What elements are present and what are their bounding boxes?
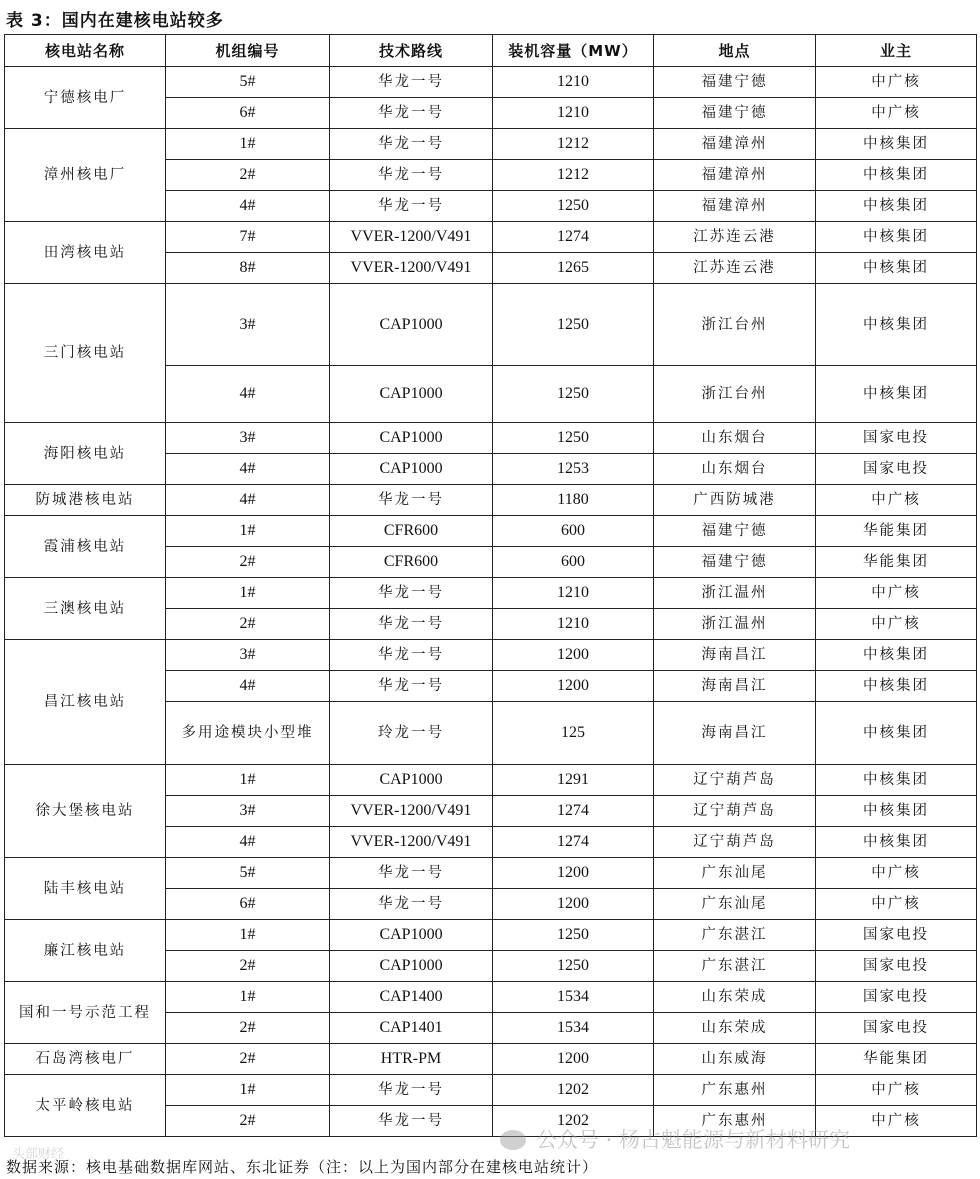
technology-cell: CAP1000 — [330, 920, 493, 951]
unit-cell: 1# — [166, 578, 330, 609]
location-cell: 福建宁德 — [654, 516, 816, 547]
location-cell: 海南昌江 — [654, 702, 816, 765]
capacity-cell: 1250 — [493, 920, 654, 951]
unit-cell: 4# — [166, 671, 330, 702]
owner-cell: 中核集团 — [816, 796, 977, 827]
plant-name-cell: 太平岭核电站 — [5, 1075, 166, 1137]
table-row — [5, 284, 977, 366]
watermark-text: 公众号 · 杨占魁能源与新材料研究 — [536, 1128, 851, 1152]
location-cell: 福建宁德 — [654, 67, 816, 98]
unit-cell: 8# — [166, 253, 330, 284]
capacity-cell: 1200 — [493, 889, 654, 920]
capacity-cell: 1210 — [493, 609, 654, 640]
technology-cell: VVER-1200/V491 — [330, 222, 493, 253]
plant-name-cell: 廉江核电站 — [5, 920, 166, 982]
location-cell: 浙江台州 — [654, 284, 816, 366]
table-header-row — [5, 35, 977, 67]
header-technology: 技术路线 — [330, 35, 493, 67]
watermark-small: 头部财经 — [12, 1147, 65, 1162]
owner-cell: 中核集团 — [816, 222, 977, 253]
table-row — [5, 1044, 977, 1075]
owner-cell: 中核集团 — [816, 640, 977, 671]
unit-cell: 3# — [166, 284, 330, 366]
owner-cell: 中核集团 — [816, 671, 977, 702]
owner-cell: 国家电投 — [816, 982, 977, 1013]
plant-name-cell: 昌江核电站 — [5, 640, 166, 765]
technology-cell: CAP1401 — [330, 1013, 493, 1044]
technology-cell: VVER-1200/V491 — [330, 827, 493, 858]
technology-cell: CFR600 — [330, 516, 493, 547]
capacity-cell: 1250 — [493, 951, 654, 982]
wechat-icon — [500, 1130, 526, 1150]
technology-cell: CAP1000 — [330, 454, 493, 485]
capacity-cell: 1210 — [493, 578, 654, 609]
owner-cell: 国家电投 — [816, 920, 977, 951]
unit-cell: 1# — [166, 765, 330, 796]
capacity-cell: 125 — [493, 702, 654, 765]
technology-cell: HTR-PM — [330, 1044, 493, 1075]
capacity-cell: 1250 — [493, 423, 654, 454]
unit-cell: 1# — [166, 129, 330, 160]
technology-cell: 华龙一号 — [330, 578, 493, 609]
capacity-cell: 600 — [493, 547, 654, 578]
table-row — [5, 423, 977, 454]
owner-cell: 中核集团 — [816, 129, 977, 160]
technology-cell: CAP1400 — [330, 982, 493, 1013]
plant-name-cell: 海阳核电站 — [5, 423, 166, 485]
capacity-cell: 1534 — [493, 982, 654, 1013]
plant-name-cell: 三门核电站 — [5, 284, 166, 423]
technology-cell: 华龙一号 — [330, 858, 493, 889]
unit-cell: 6# — [166, 889, 330, 920]
capacity-cell: 1212 — [493, 160, 654, 191]
plant-name-cell: 陆丰核电站 — [5, 858, 166, 920]
unit-cell: 3# — [166, 796, 330, 827]
owner-cell: 中广核 — [816, 578, 977, 609]
location-cell: 广东汕尾 — [654, 889, 816, 920]
unit-cell: 1# — [166, 982, 330, 1013]
owner-cell: 中广核 — [816, 889, 977, 920]
location-cell: 福建宁德 — [654, 98, 816, 129]
plant-name-cell: 三澳核电站 — [5, 578, 166, 640]
unit-cell: 2# — [166, 160, 330, 191]
capacity-cell: 1200 — [493, 858, 654, 889]
location-cell: 辽宁葫芦岛 — [654, 796, 816, 827]
plant-name-cell: 宁德核电厂 — [5, 67, 166, 129]
capacity-cell: 1291 — [493, 765, 654, 796]
header-location: 地点 — [654, 35, 816, 67]
header-owner: 业主 — [816, 35, 977, 67]
technology-cell: 华龙一号 — [330, 98, 493, 129]
capacity-cell: 1180 — [493, 485, 654, 516]
technology-cell: CAP1000 — [330, 951, 493, 982]
technology-cell: 华龙一号 — [330, 129, 493, 160]
capacity-cell: 1212 — [493, 129, 654, 160]
location-cell: 江苏连云港 — [654, 222, 816, 253]
owner-cell: 中广核 — [816, 1075, 977, 1106]
location-cell: 福建漳州 — [654, 160, 816, 191]
location-cell: 福建宁德 — [654, 547, 816, 578]
technology-cell: 华龙一号 — [330, 1075, 493, 1106]
location-cell: 山东威海 — [654, 1044, 816, 1075]
owner-cell: 中核集团 — [816, 253, 977, 284]
technology-cell: CAP1000 — [330, 366, 493, 423]
technology-cell: CAP1000 — [330, 423, 493, 454]
location-cell: 浙江台州 — [654, 366, 816, 423]
owner-cell: 中广核 — [816, 1106, 977, 1137]
unit-cell: 3# — [166, 640, 330, 671]
table-row — [5, 222, 977, 253]
location-cell: 浙江温州 — [654, 578, 816, 609]
table-row — [5, 67, 977, 98]
technology-cell: 华龙一号 — [330, 160, 493, 191]
table-row — [5, 765, 977, 796]
table-row — [5, 578, 977, 609]
unit-cell: 多用途模块小型堆 — [166, 702, 330, 765]
technology-cell: 华龙一号 — [330, 191, 493, 222]
capacity-cell: 1253 — [493, 454, 654, 485]
owner-cell: 华能集团 — [816, 516, 977, 547]
watermark — [500, 1124, 850, 1154]
owner-cell: 国家电投 — [816, 423, 977, 454]
plant-name-cell: 漳州核电厂 — [5, 129, 166, 222]
location-cell: 广西防城港 — [654, 485, 816, 516]
unit-cell: 5# — [166, 858, 330, 889]
table-row — [5, 982, 977, 1013]
capacity-cell: 1202 — [493, 1106, 654, 1137]
unit-cell: 2# — [166, 609, 330, 640]
unit-cell: 4# — [166, 366, 330, 423]
technology-cell: 华龙一号 — [330, 609, 493, 640]
owner-cell: 国家电投 — [816, 951, 977, 982]
owner-cell: 中核集团 — [816, 765, 977, 796]
capacity-cell: 1534 — [493, 1013, 654, 1044]
owner-cell: 华能集团 — [816, 547, 977, 578]
unit-cell: 1# — [166, 516, 330, 547]
location-cell: 广东惠州 — [654, 1106, 816, 1137]
unit-cell: 4# — [166, 191, 330, 222]
unit-cell: 2# — [166, 1013, 330, 1044]
unit-cell: 2# — [166, 1044, 330, 1075]
table-body — [5, 67, 977, 1137]
capacity-cell: 1274 — [493, 796, 654, 827]
table-row — [5, 858, 977, 889]
capacity-cell: 1200 — [493, 640, 654, 671]
technology-cell: CAP1000 — [330, 284, 493, 366]
table-row — [5, 129, 977, 160]
header-capacity: 装机容量（MW） — [493, 35, 654, 67]
capacity-cell: 1265 — [493, 253, 654, 284]
location-cell: 辽宁葫芦岛 — [654, 765, 816, 796]
technology-cell: VVER-1200/V491 — [330, 796, 493, 827]
owner-cell: 中广核 — [816, 67, 977, 98]
plant-name-cell: 防城港核电站 — [5, 485, 166, 516]
location-cell: 辽宁葫芦岛 — [654, 827, 816, 858]
owner-cell: 中核集团 — [816, 702, 977, 765]
capacity-cell: 1200 — [493, 671, 654, 702]
location-cell: 山东烟台 — [654, 454, 816, 485]
owner-cell: 中广核 — [816, 98, 977, 129]
location-cell: 福建漳州 — [654, 129, 816, 160]
location-cell: 江苏连云港 — [654, 253, 816, 284]
owner-cell: 中核集团 — [816, 191, 977, 222]
plant-name-cell: 国和一号示范工程 — [5, 982, 166, 1044]
location-cell: 广东湛江 — [654, 951, 816, 982]
unit-cell: 1# — [166, 920, 330, 951]
location-cell: 广东惠州 — [654, 1075, 816, 1106]
technology-cell: 华龙一号 — [330, 640, 493, 671]
capacity-cell: 1274 — [493, 222, 654, 253]
location-cell: 广东汕尾 — [654, 858, 816, 889]
capacity-cell: 1274 — [493, 827, 654, 858]
unit-cell: 4# — [166, 827, 330, 858]
unit-cell: 2# — [166, 547, 330, 578]
technology-cell: 玲龙一号 — [330, 702, 493, 765]
technology-cell: 华龙一号 — [330, 485, 493, 516]
owner-cell: 中核集团 — [816, 366, 977, 423]
owner-cell: 中广核 — [816, 485, 977, 516]
table-row — [5, 640, 977, 671]
capacity-cell: 1210 — [493, 98, 654, 129]
owner-cell: 华能集团 — [816, 1044, 977, 1075]
technology-cell: 华龙一号 — [330, 1106, 493, 1137]
technology-cell: 华龙一号 — [330, 67, 493, 98]
unit-cell: 2# — [166, 951, 330, 982]
capacity-cell: 1250 — [493, 191, 654, 222]
source-note: 数据来源：核电基础数据库网站、东北证券（注：以上为国内部分在建核电站统计） — [6, 1158, 599, 1176]
location-cell: 广东湛江 — [654, 920, 816, 951]
unit-cell: 2# — [166, 1106, 330, 1137]
table-row — [5, 516, 977, 547]
location-cell: 山东烟台 — [654, 423, 816, 454]
owner-cell: 中核集团 — [816, 160, 977, 191]
technology-cell: 华龙一号 — [330, 671, 493, 702]
owner-cell: 国家电投 — [816, 1013, 977, 1044]
location-cell: 福建漳州 — [654, 191, 816, 222]
plant-name-cell: 徐大堡核电站 — [5, 765, 166, 858]
owner-cell: 中核集团 — [816, 284, 977, 366]
owner-cell: 中广核 — [816, 609, 977, 640]
unit-cell: 7# — [166, 222, 330, 253]
header-plant-name: 核电站名称 — [5, 35, 166, 67]
table-row — [5, 920, 977, 951]
capacity-cell: 1210 — [493, 67, 654, 98]
technology-cell: VVER-1200/V491 — [330, 253, 493, 284]
unit-cell: 6# — [166, 98, 330, 129]
table-title: 表 3：国内在建核电站较多 — [6, 11, 224, 31]
location-cell: 山东荣成 — [654, 1013, 816, 1044]
location-cell: 海南昌江 — [654, 671, 816, 702]
location-cell: 海南昌江 — [654, 640, 816, 671]
owner-cell: 国家电投 — [816, 454, 977, 485]
technology-cell: CAP1000 — [330, 765, 493, 796]
plant-name-cell: 石岛湾核电厂 — [5, 1044, 166, 1075]
table-row — [5, 1075, 977, 1106]
table-row — [5, 485, 977, 516]
unit-cell: 4# — [166, 454, 330, 485]
capacity-cell: 1202 — [493, 1075, 654, 1106]
plant-name-cell: 田湾核电站 — [5, 222, 166, 284]
plant-name-cell: 霞浦核电站 — [5, 516, 166, 578]
technology-cell: 华龙一号 — [330, 889, 493, 920]
nuclear-plants-table — [4, 34, 977, 1137]
capacity-cell: 1200 — [493, 1044, 654, 1075]
owner-cell: 中核集团 — [816, 827, 977, 858]
unit-cell: 1# — [166, 1075, 330, 1106]
owner-cell: 中广核 — [816, 858, 977, 889]
unit-cell: 4# — [166, 485, 330, 516]
location-cell: 山东荣成 — [654, 982, 816, 1013]
unit-cell: 3# — [166, 423, 330, 454]
capacity-cell: 600 — [493, 516, 654, 547]
location-cell: 浙江温州 — [654, 609, 816, 640]
technology-cell: CFR600 — [330, 547, 493, 578]
unit-cell: 5# — [166, 67, 330, 98]
header-unit-number: 机组编号 — [166, 35, 330, 67]
capacity-cell: 1250 — [493, 366, 654, 423]
capacity-cell: 1250 — [493, 284, 654, 366]
